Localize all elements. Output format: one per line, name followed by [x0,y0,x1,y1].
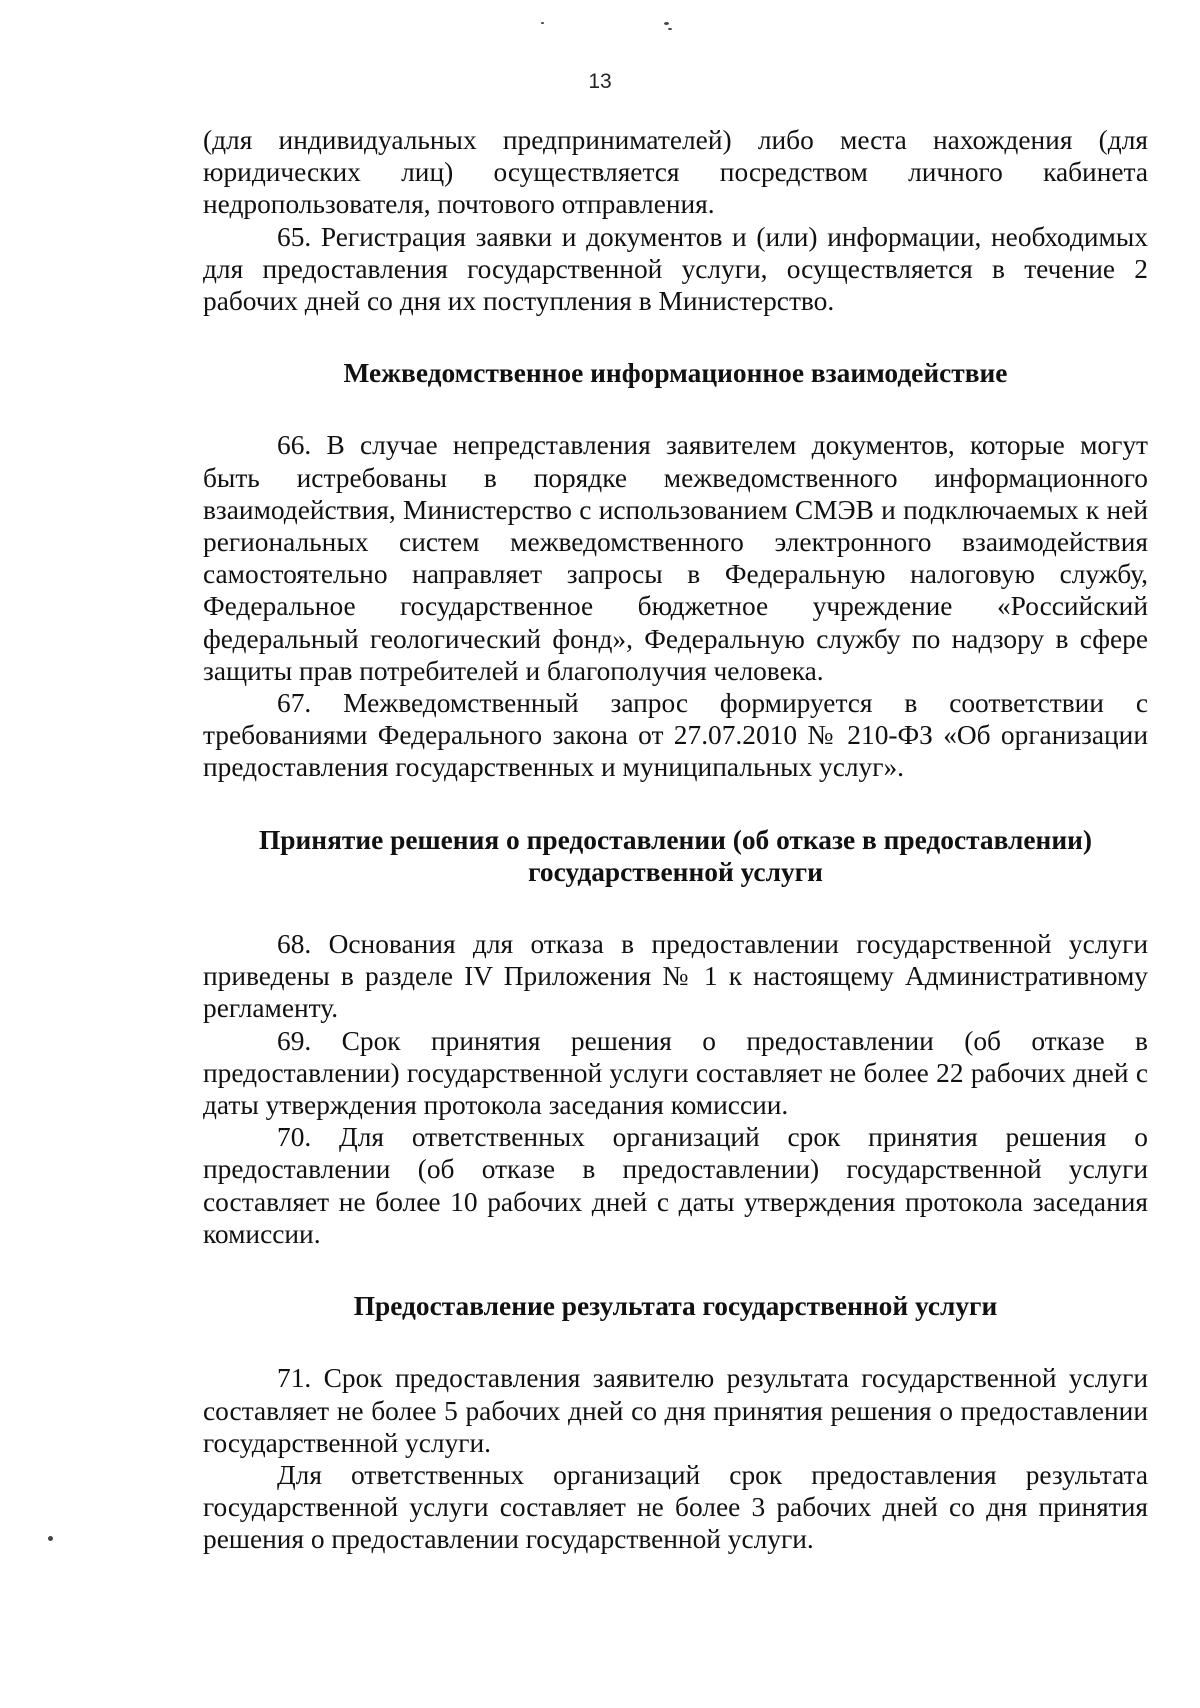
scan-speck [48,1536,53,1541]
paragraph: Для ответственных организаций срок предоставления результата государственной услуги составляет не более 3 рабочих дней со дня принятия решения о предоставлении государственной услуги. [203,1459,1148,1555]
paragraph-66: 66. В случае непредставления заявителем документов, которые могут быть истребованы в порядке межведомственного информационного взаимодействия, Министерство с использованием СМЭВ и подключаемых к ней региональных систем межведомственного электронного взаимодействия самостоятельно направляет запросы в Федеральную налоговую службу, Федеральное государственное бюджетное учреждение «Российский федеральный геологический фонд», Федеральную службу по надзору в сфере защиты прав потребителей и благополучия человека. [203,430,1148,686]
section-heading: Межведомственное информационное взаимодействие [343,358,1008,389]
paragraph-70: 70. Для ответственных организаций срок принятия решения о предоставлении (об отказе в предоставлении) государственной услуги составляет не более 10 рабочих дней с даты утверждения протокола заседания комиссии. [203,1122,1148,1249]
page-number: 13 [588,70,612,93]
paragraph-65: 65. Регистрация заявки и документов и (или) информации, необходимых для предоставления государственной услуги, осуществляется в течение 2 рабочих дней со дня их поступления в Министерство. [203,221,1148,317]
scan-speck [664,22,669,25]
paragraph-67: 67. Межведомственный запрос формируется в соответствии с требованиями Федерального закона от 27.07.2010 № 210-ФЗ «Об организации предоставления государственных и муниципальных услуг». [203,688,1148,783]
paragraph-68: 68. Основания для отказа в предоставлении государственной услуги приведены в разделе IV Приложения № 1 к настоящему Административному регламенту. [203,929,1148,1024]
section-heading: Предоставление результата государственной услуги [353,1291,998,1322]
scan-speck [668,28,672,30]
paragraph: (для индивидуальных предпринимателей) либо места нахождения (для юридических лиц) осуществляется посредством личного кабинета недропользователя, почтового отправления. [203,125,1148,220]
section-heading: Принятие решения о предоставлении (об отказе в предоставлении) государственной услуги [258,824,1093,887]
document-body [203,124,1148,1556]
scan-speck [541,22,544,24]
paragraph-71: 71. Срок предоставления заявителю результата государственной услуги составляет не более 5 рабочих дней со дня принятия решения о предоставлении государственной услуги. [203,1363,1148,1458]
paragraph-69: 69. Срок принятия решения о предоставлении (об отказе в предоставлении) государственной услуги составляет не более 22 рабочих дней с даты утверждения протокола заседания комиссии. [203,1025,1148,1121]
